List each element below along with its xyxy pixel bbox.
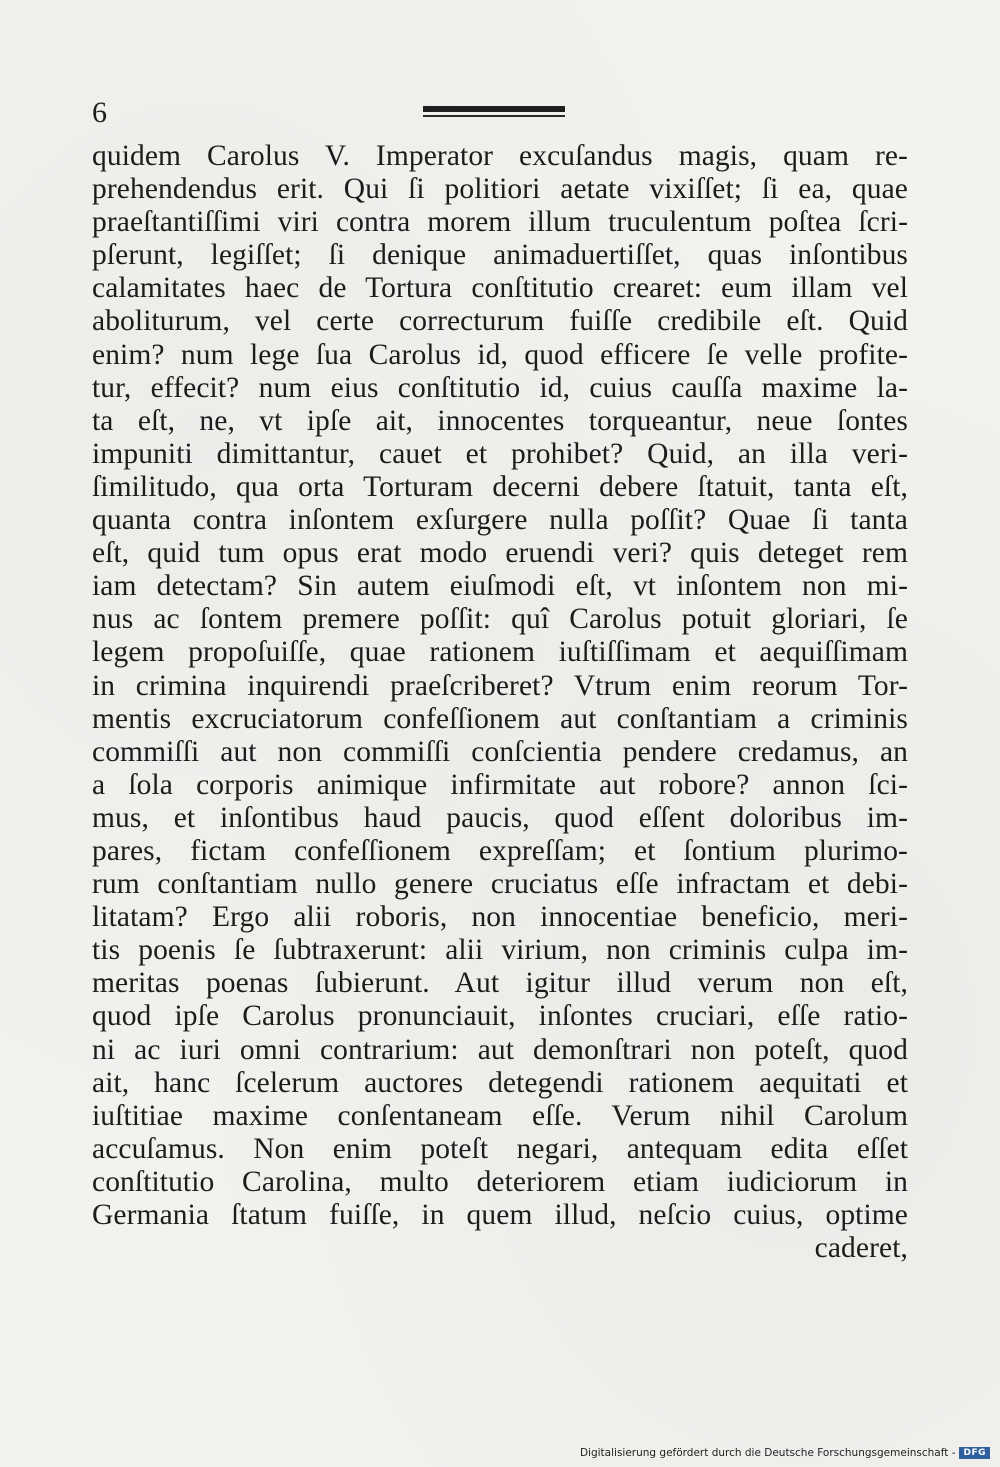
text-line: litatam? Ergo alii roboris, non innocentiae beneficio, meri-: [92, 901, 908, 934]
text-line: accuſamus. Non enim poteſt negari, antequam edita eſſet: [92, 1132, 908, 1165]
text-line: ta eſt, ne, vt ipſe ait, innocentes torqueantur, neue ſontes: [92, 404, 908, 437]
text-line: tis poenis ſe ſubtraxerunt: alii virium, non criminis culpa im-: [92, 934, 908, 967]
text-line: calamitates haec de Tortura conſtitutio crearet: eum illam vel: [92, 272, 908, 305]
text-line: pares, fictam confeſſionem expreſſam; et ſontium plurimo-: [92, 834, 908, 867]
text-line: in crimina inquirendi praeſcriberet? Vtrum enim reorum Tor-: [92, 669, 908, 702]
text-line: a ſola corporis animique infirmitate aut robore? annon ſci-: [92, 768, 908, 801]
text-line: commiſſi aut non commiſſi conſcientia pendere credamus, an: [92, 735, 908, 768]
footer-credit-text: Digitalisierung gefördert durch die Deutsche Forschungsgemeinschaft -: [579, 1447, 956, 1459]
text-line: mus, et inſontibus haud paucis, quod eſſent doloribus im-: [92, 801, 908, 834]
text-line: quidem Carolus V. Imperator excuſandus magis, quam re-: [92, 140, 908, 172]
text-line: enim? num lege ſua Carolus id, quod efficere ſe velle profite-: [92, 338, 908, 371]
text-line: quod ipſe Carolus pronunciauit, inſontes cruciari, eſſe ratio-: [92, 1000, 908, 1033]
text-line: ni ac iuri omni contrarium: aut demonſtrari non poteſt, quod: [92, 1033, 908, 1066]
text-line: iam detectam? Sin autem eiuſmodi eſt, vt inſontem non mi-: [92, 570, 908, 603]
text-line: meritas poenas ſubierunt. Aut igitur illud verum non eſt,: [92, 967, 908, 1000]
dfg-logo-icon: DFG: [959, 1447, 990, 1459]
text-line: iuſtitiae maxime conſentaneam eſſe. Verum nihil Carolum: [92, 1099, 908, 1132]
text-line: pſerunt, legiſſet; ſi denique animaduertiſſet, quas inſontibus: [92, 239, 908, 272]
text-line: legem propoſuiſſe, quae rationem iuſtiſſimam et aequiſſimam: [92, 636, 908, 669]
text-line: quanta contra inſontem exſurgere nulla poſſit? Quae ſi tanta: [92, 504, 908, 537]
text-line: tur, effecit? num eius conſtitutio id, cuius cauſſa maxime la-: [92, 371, 908, 404]
text-line: praeſtantiſſimi viri contra morem illum truculentum poſtea ſcri-: [92, 206, 908, 239]
text-line: aboliturum, vel certe correcturum fuiſſe credibile eſt. Quid: [92, 305, 908, 338]
text-line: conſtitutio Carolina, multo deteriorem etiam iudiciorum in: [92, 1165, 908, 1198]
text-line: rum conſtantiam nullo genere cruciatus eſſe infractam et debi-: [92, 868, 908, 901]
text-line: eſt, quid tum opus erat modo eruendi veri? quis deteget rem: [92, 537, 908, 570]
text-line: nus ac ſontem premere poſſit: quî Carolus potuit gloriari, ſe: [92, 603, 908, 636]
header-rule-thick: [423, 106, 565, 112]
body-text: [92, 140, 908, 1265]
catchword: caderet,: [814, 1232, 908, 1265]
page-number: 6: [92, 96, 107, 129]
footer: [580, 1447, 990, 1459]
text-line: impuniti dimittantur, cauet et prohibet? Quid, an illa veri-: [92, 437, 908, 470]
header-rule-thin: [423, 115, 565, 117]
text-line: Germania ſtatum fuiſſe, in quem illud, neſcio cuius, optime: [92, 1199, 908, 1231]
text-line: prehendendus erit. Qui ſi politiori aetate vixiſſet; ſi ea, quae: [92, 173, 908, 206]
header-rule: [423, 106, 565, 118]
text-line: mentis excruciatorum confeſſionem aut conſtantiam a criminis: [92, 702, 908, 735]
text-line: ſimilitudo, qua orta Torturam decerni debere ſtatuit, tanta eſt,: [92, 470, 908, 503]
text-line: ait, hanc ſcelerum auctores detegendi rationem aequitati et: [92, 1066, 908, 1099]
